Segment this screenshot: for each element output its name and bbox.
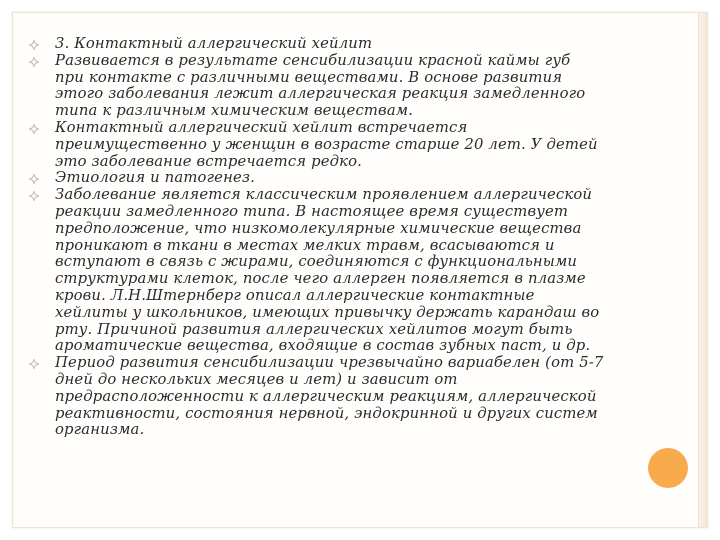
bullet-marker-icon — [29, 191, 39, 201]
bullet-item-occurrence — [20, 120, 680, 170]
bullet-marker-icon — [29, 124, 39, 134]
bullet-item-title — [20, 36, 680, 53]
bullet-text: Этиология и патогенез. — [55, 169, 255, 187]
bullet-list — [20, 36, 680, 439]
slide-side-strip — [698, 13, 707, 527]
bullet-marker-icon — [29, 174, 39, 184]
bullet-marker-icon — [29, 359, 39, 369]
bullet-text: Заболевание является классическим проявлением аллергической реакции замедленного типа. В настоящее время существует предположение, что низкомолекулярные химические вещества проникают в ткани в местах мелких травм, всасываются и вступают в связь с жирами, соединяются с функциональными структурами клеток, после чего аллерген появляется в плазме крови. Л.Н.Штернберг описал аллергические контактные хейлиты у школьников, имеющих привычку держать карандаш во рту. Причиной развития аллергических хейлитов могут быть ароматические вещества, входящие в состав зубных паст, и др. — [55, 186, 600, 355]
slide-content — [20, 36, 680, 526]
bullet-text: Контактный аллергический хейлит встречается преимущественно у женщин в возрасте старше 20 лет. У детей это заболевание встречается редко. — [55, 118, 598, 170]
bullet-item-development — [20, 53, 680, 120]
bullet-item-pathogenesis — [20, 187, 680, 355]
bullet-item-sensitization-period — [20, 355, 680, 439]
bullet-marker-icon — [29, 40, 39, 50]
bullet-text: 3. Контактный аллергический хейлит — [55, 35, 373, 52]
bullet-text: Период развития сенсибилизации чрезвычайно вариабелен (от 5-7 дней до нескольких месяцев и лет) и зависит от предрасположенности к аллергическим реакциям, аллергической реактивности, состояния нервной, эндокринной и других систем организма. — [55, 354, 604, 439]
bullet-item-etiology — [20, 170, 680, 187]
bullet-text: Развивается в результате сенсибилизации красной каймы губ при контакте с различными веществами. В основе развития этого заболевания лежит аллергическая реакция замедленного типа к различным химическим веществам. — [55, 51, 586, 120]
bullet-marker-icon — [29, 57, 39, 67]
